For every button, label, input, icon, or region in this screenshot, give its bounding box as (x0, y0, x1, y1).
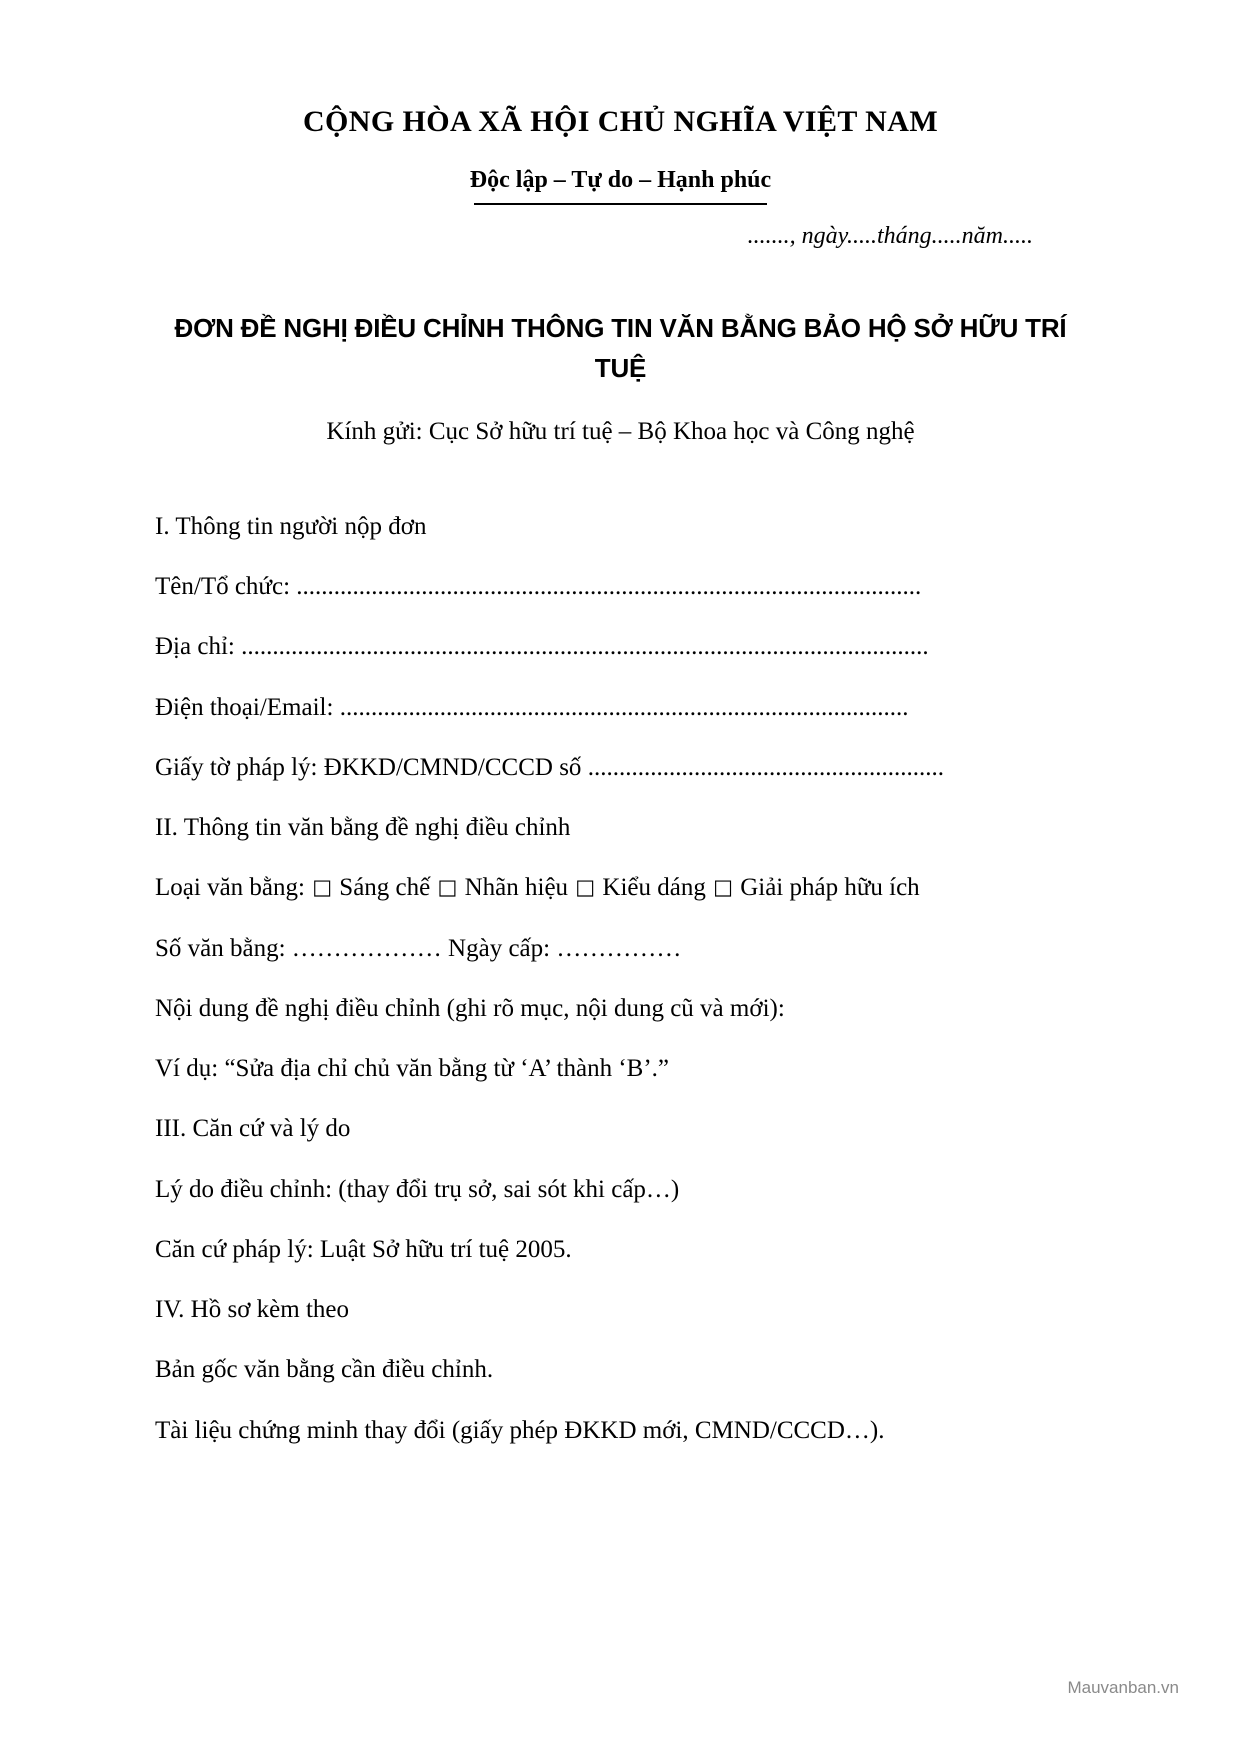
field-adjustment-content-label: Nội dung đề nghị điều chỉnh (ghi rõ mục, nội dung cũ và mới): (155, 994, 785, 1022)
field-address (155, 631, 1169, 662)
section-4-heading: IV. Hồ sơ kèm theo (155, 1296, 349, 1324)
field-certificate-number-label: Số văn bằng: (155, 934, 292, 962)
motto-divider (474, 203, 767, 205)
field-legal-document-label: Giấy tờ pháp lý: ĐKKD/CMND/CCCD số (155, 753, 588, 781)
field-adjustment-reason: Lý do điều chỉnh: (thay đổi trụ sở, sai sót khi cấp…) (155, 1175, 680, 1203)
watermark: Mauvanban.vn (1067, 1678, 1179, 1697)
field-address-dots[interactable]: .............................................................................................................. (241, 633, 929, 661)
field-name-organization-label: Tên/Tổ chức: (155, 573, 297, 601)
field-phone-email-dots[interactable]: ........................................................................................... (339, 693, 909, 721)
field-phone-email (155, 692, 1169, 723)
field-issue-date-dots[interactable]: …………… (556, 934, 682, 962)
option-label-kieu-dang: Kiểu dáng (596, 874, 713, 902)
attachment-item-1: Bản gốc văn bằng cần điều chỉnh. (155, 1356, 494, 1384)
field-name-organization-dots[interactable]: .................................................................................................... (296, 573, 922, 601)
checkbox-icon-kieu-dang[interactable]: □ (575, 875, 596, 900)
national-motto: Độc lập – Tự do – Hạnh phúc (469, 167, 772, 193)
nation-title: CỘNG HÒA XÃ HỘI CHỦ NGHĨA VIỆT NAM (302, 105, 939, 138)
field-certificate-number-dots[interactable]: ……………… (291, 934, 442, 962)
field-issue-date-label: Ngày cấp: (441, 934, 557, 962)
field-address-label: Địa chỉ: (155, 633, 242, 661)
motto-block (464, 166, 777, 205)
option-label-nhan-hieu: Nhãn hiệu (458, 874, 575, 902)
recipient-line: Kính gửi: Cục Sở hữu trí tuệ – Bộ Khoa học và Công nghệ (326, 418, 915, 446)
field-certificate-type-label: Loại văn bằng: (155, 874, 312, 902)
attachment-item-2: Tài liệu chứng minh thay đổi (giấy phép ĐKKD mới, CMND/CCCD…). (155, 1416, 885, 1444)
section-2-heading: II. Thông tin văn bằng đề nghị điều chỉnh (155, 814, 571, 842)
section-1-heading: I. Thông tin người nộp đơn (155, 512, 427, 540)
example-text: Ví dụ: “Sửa địa chỉ chủ văn bằng từ ‘A’ thành ‘B’.” (155, 1055, 670, 1083)
document-header (0, 0, 1241, 250)
page-title: ĐƠN ĐỀ NGHỊ ĐIỀU CHỈNH THÔNG TIN VĂN BẰNG BẢO HỘ SỞ HỮU TRÍ TUỆ (174, 312, 1067, 384)
field-certificate-type (155, 872, 1169, 903)
field-legal-document-dots[interactable]: ......................................................... (587, 753, 944, 781)
field-name-organization (155, 571, 1169, 602)
checkbox-icon-sang-che[interactable]: □ (312, 875, 333, 900)
checkbox-icon-giai-phap-huu-ich[interactable]: □ (713, 875, 733, 900)
document-body (0, 511, 1241, 1446)
date-line: ......., ngày.....tháng.....năm..... (747, 222, 1033, 249)
section-3-heading: III. Căn cứ và lý do (155, 1115, 351, 1143)
option-label-giai-phap-huu-ich: Giải pháp hữu ích (733, 874, 920, 902)
field-legal-basis: Căn cứ pháp lý: Luật Sở hữu trí tuệ 2005. (155, 1235, 572, 1263)
field-legal-document (155, 752, 1169, 783)
checkbox-icon-nhan-hieu[interactable]: □ (437, 875, 458, 900)
field-phone-email-label: Điện thoại/Email: (155, 693, 340, 721)
option-label-sang-che: Sáng chế (333, 874, 437, 902)
field-certificate-number-and-date (155, 933, 1169, 964)
